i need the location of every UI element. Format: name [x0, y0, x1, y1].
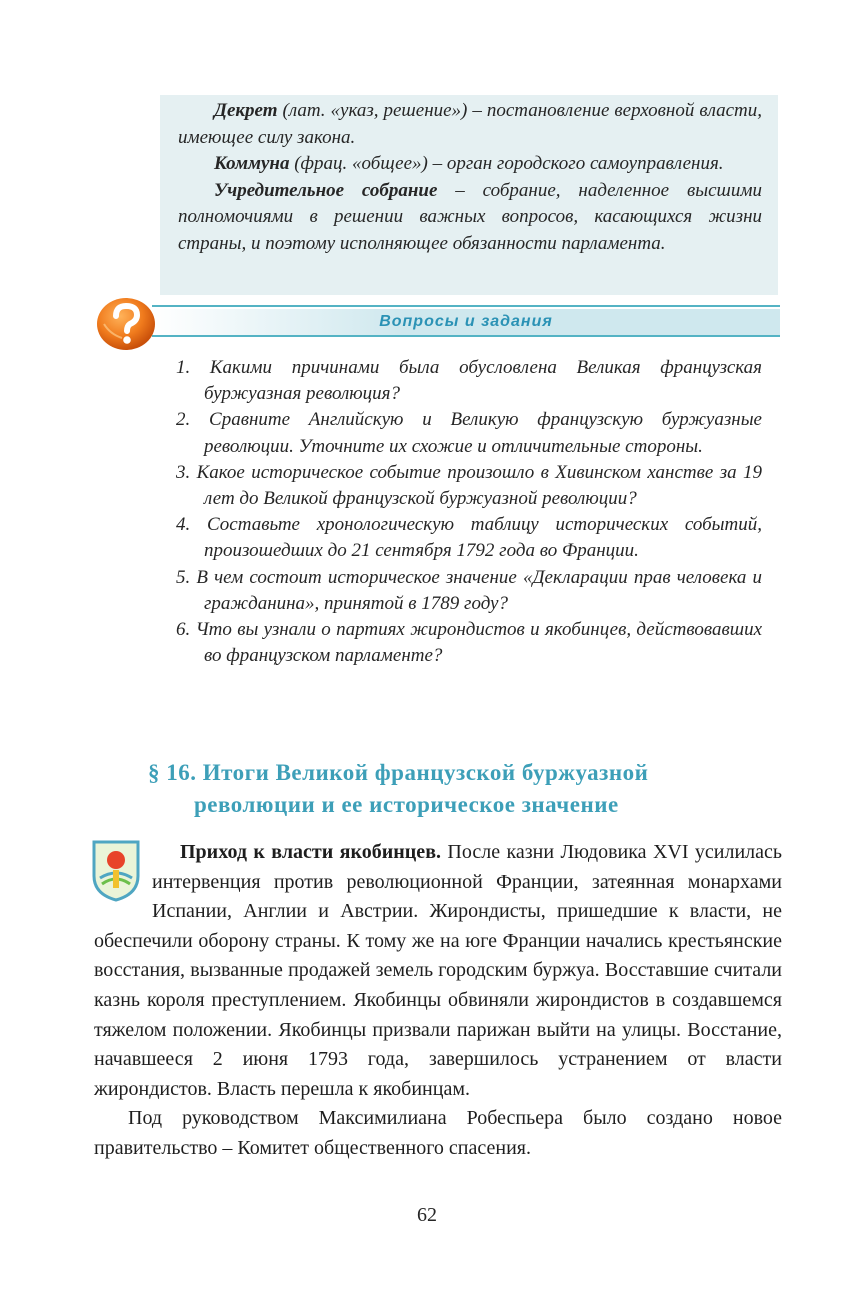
question-item: 4. Составьте хронологическую таблицу исторических событий, произошедших до 21 сентября 1792 года во Франции.	[176, 514, 762, 562]
glossary-term: Декрет	[214, 100, 278, 121]
glossary-definition: – собрание, наделенное высшими полномочиями в решении важных вопросов, касающихся жизни страны, и поэтому исполняющее обязанности парламента.	[178, 179, 762, 254]
paragraph-lead: Приход к власти якобинцев.	[180, 841, 441, 863]
question-item: 6. Что вы узнали о партиях жирондистов и якобинцев, действовавших во французском парламенте?	[176, 619, 762, 667]
header-rule-top	[152, 305, 780, 307]
glossary-entry	[178, 98, 762, 151]
question-item: 3. Какое историческое событие произошло в Хивинском ханстве за 19 лет до Великой французской буржуазной революции?	[176, 461, 762, 510]
section-heading-line1: § 16. Итоги Великой французской буржуазной	[148, 760, 649, 785]
question-item: 1. Какими причинами была обусловлена Великая французская буржуазная революция?	[176, 357, 762, 405]
section-heading-line2: революции и ее историческое значение	[194, 792, 619, 817]
section-heading	[148, 757, 788, 821]
question-item: 2. Сравните Английскую и Великую французскую буржуазные революции. Уточните их схожие и отличительные стороны.	[176, 409, 762, 457]
glossary-definition: (фрац. «общее») – орган городского самоуправления.	[289, 153, 724, 174]
question-item: 5. В чем состоит историческое значение «Декларации прав человека и гражданина», принятой в 1789 году?	[176, 566, 762, 614]
header-rule-bottom	[152, 335, 780, 337]
body-text	[94, 838, 782, 1164]
paragraph	[94, 838, 782, 1104]
questions-header	[90, 292, 790, 352]
paragraph: Под руководством Максимилиана Робеспьера было создано новое правительство – Комитет общественного спасения.	[94, 1107, 782, 1159]
page-number: 62	[417, 1204, 437, 1226]
questions-title: Вопросы и задания	[379, 313, 553, 330]
emblem-spacer	[94, 838, 152, 926]
glossary-term: Учредительное собрание	[214, 179, 438, 201]
glossary-box	[160, 95, 778, 295]
questions-list	[176, 355, 762, 669]
paragraph-text: После казни Людовика XVI усилилась интервенция против революционной Франции, затеянная монархами Испании, Англии и Австрии. Жирондисты, пришедшие к власти, не обеспечили оборону страны. К тому же на юге Франции начались крестьянские восстания, вызванные продажей земель городским буржуа. Восставшие считали казнь короля преступлением. Якобинцы обвиняли жирондистов в создавшемся тяжелом положении. Якобинцы призвали парижан выйти на улицы. Восстание, начавшееся 2 июня 1793 года, завершилось устранением от власти жирондистов. Власть перешла к якобинцам.	[94, 841, 782, 1100]
question-mark-icon	[94, 294, 158, 352]
glossary-entry	[178, 178, 762, 258]
glossary-entry	[178, 151, 762, 178]
glossary-term: Коммуна	[214, 153, 290, 174]
glossary-definition: (лат. «указ, решение») – постановление верховной власти, имеющее силу закона.	[178, 100, 762, 148]
